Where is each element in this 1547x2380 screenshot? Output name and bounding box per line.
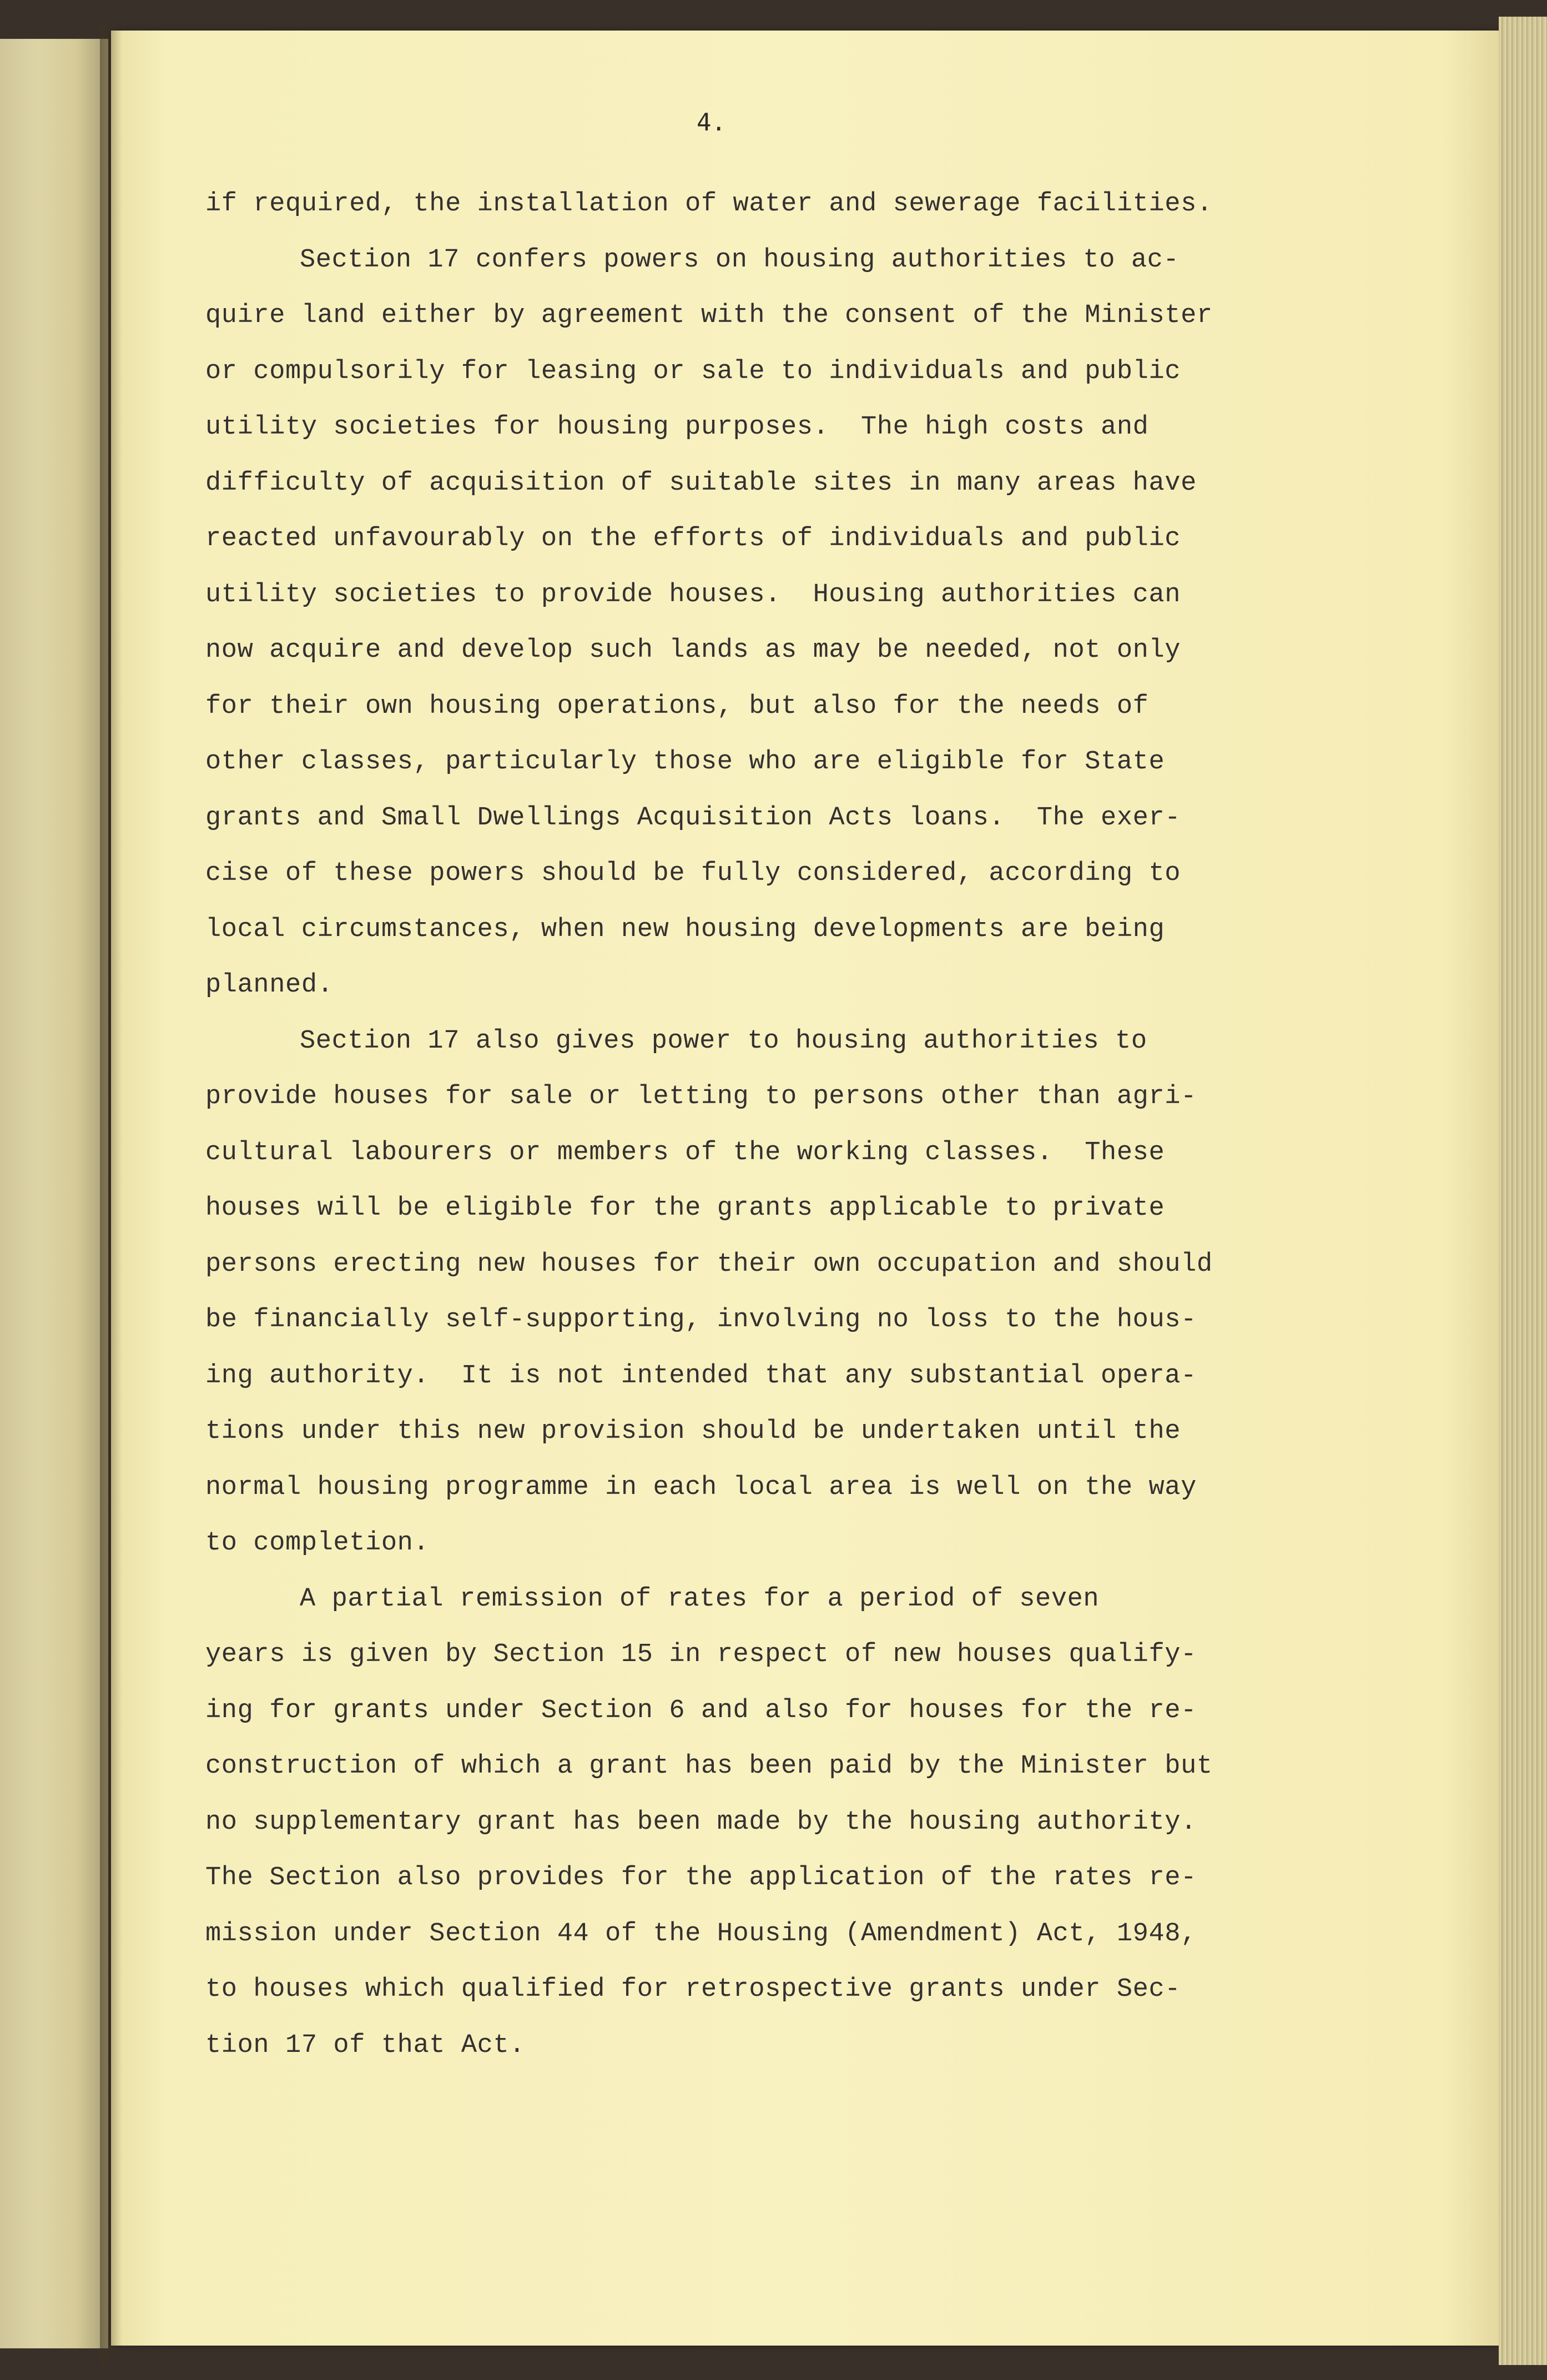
text-line: provide houses for sale or letting to persons other than agri- bbox=[205, 1082, 1197, 1111]
text-line: local circumstances, when new housing developments are being bbox=[205, 914, 1165, 944]
text-line: reacted unfavourably on the efforts of individuals and public bbox=[205, 524, 1181, 554]
text-line: to houses which qualified for retrospective grants under Sec- bbox=[205, 1975, 1181, 2004]
text-line: mission under Section 44 of the Housing (Amendment) Act, 1948, bbox=[205, 1919, 1197, 1949]
paragraph bbox=[205, 1014, 1293, 1572]
text-line: ing authority. It is not intended that any substantial opera- bbox=[205, 1361, 1197, 1391]
text-line: to completion. bbox=[205, 1528, 430, 1558]
text-line: normal housing programme in each local area is well on the way bbox=[205, 1472, 1197, 1502]
text-line: years is given by Section 15 in respect of new houses qualify- bbox=[205, 1640, 1197, 1669]
text-line: or compulsorily for leasing or sale to individuals and public bbox=[205, 356, 1181, 386]
text-line: The Section also provides for the application of the rates re- bbox=[205, 1863, 1197, 1893]
text-line: ing for grants under Section 6 and also for houses for the re- bbox=[205, 1695, 1197, 1725]
text-line: difficulty of acquisition of suitable sites in many areas have bbox=[205, 468, 1197, 498]
text-line: tion 17 of that Act. bbox=[205, 2030, 526, 2060]
text-line: Section 17 confers powers on housing authorities to ac- bbox=[300, 245, 1180, 275]
text-line: cise of these powers should be fully considered, according to bbox=[205, 859, 1181, 888]
text-line: no supplementary grant has been made by the housing authority. bbox=[205, 1807, 1197, 1837]
text-line: cultural labourers or members of the working classes. These bbox=[205, 1138, 1165, 1168]
text-line: houses will be eligible for the grants applicable to private bbox=[205, 1194, 1165, 1223]
text-line: utility societies for housing purposes. The high costs and bbox=[205, 412, 1149, 442]
text-line: other classes, particularly those who are eligible for State bbox=[205, 747, 1165, 777]
text-line: for their own housing operations, but also for the needs of bbox=[205, 691, 1149, 721]
page-number: 4. bbox=[697, 108, 726, 137]
text-line: A partial remission of rates for a period of seven bbox=[300, 1584, 1100, 1614]
text-line: now acquire and develop such lands as may be needed, not only bbox=[205, 636, 1181, 665]
binding-gutter bbox=[100, 22, 122, 2365]
text-line: construction of which a grant has been paid by the Minister but bbox=[205, 1752, 1213, 1781]
facing-page-edge bbox=[0, 39, 108, 2348]
paragraph bbox=[205, 1572, 1293, 2074]
paragraph bbox=[205, 233, 1293, 1014]
text-line: utility societies to provide houses. Housing authorities can bbox=[205, 580, 1181, 610]
text-line: persons erecting new houses for their own occupation and should bbox=[205, 1249, 1213, 1279]
text-line: be financially self-supporting, involving no loss to the hous- bbox=[205, 1305, 1197, 1335]
paragraph bbox=[205, 177, 1293, 233]
page-edge-stack bbox=[1499, 17, 1547, 2365]
text-line: tions under this new provision should be undertaken until the bbox=[205, 1417, 1181, 1446]
text-line: planned. bbox=[205, 970, 334, 1000]
text-line: if required, the installation of water and sewerage facilities. bbox=[205, 189, 1213, 219]
body-text bbox=[205, 177, 1293, 2074]
text-line: grants and Small Dwellings Acquisition Acts loans. The exer- bbox=[205, 803, 1181, 833]
text-line: Section 17 also gives power to housing authorities to bbox=[300, 1026, 1147, 1056]
text-line: quire land either by agreement with the consent of the Minister bbox=[205, 301, 1213, 330]
